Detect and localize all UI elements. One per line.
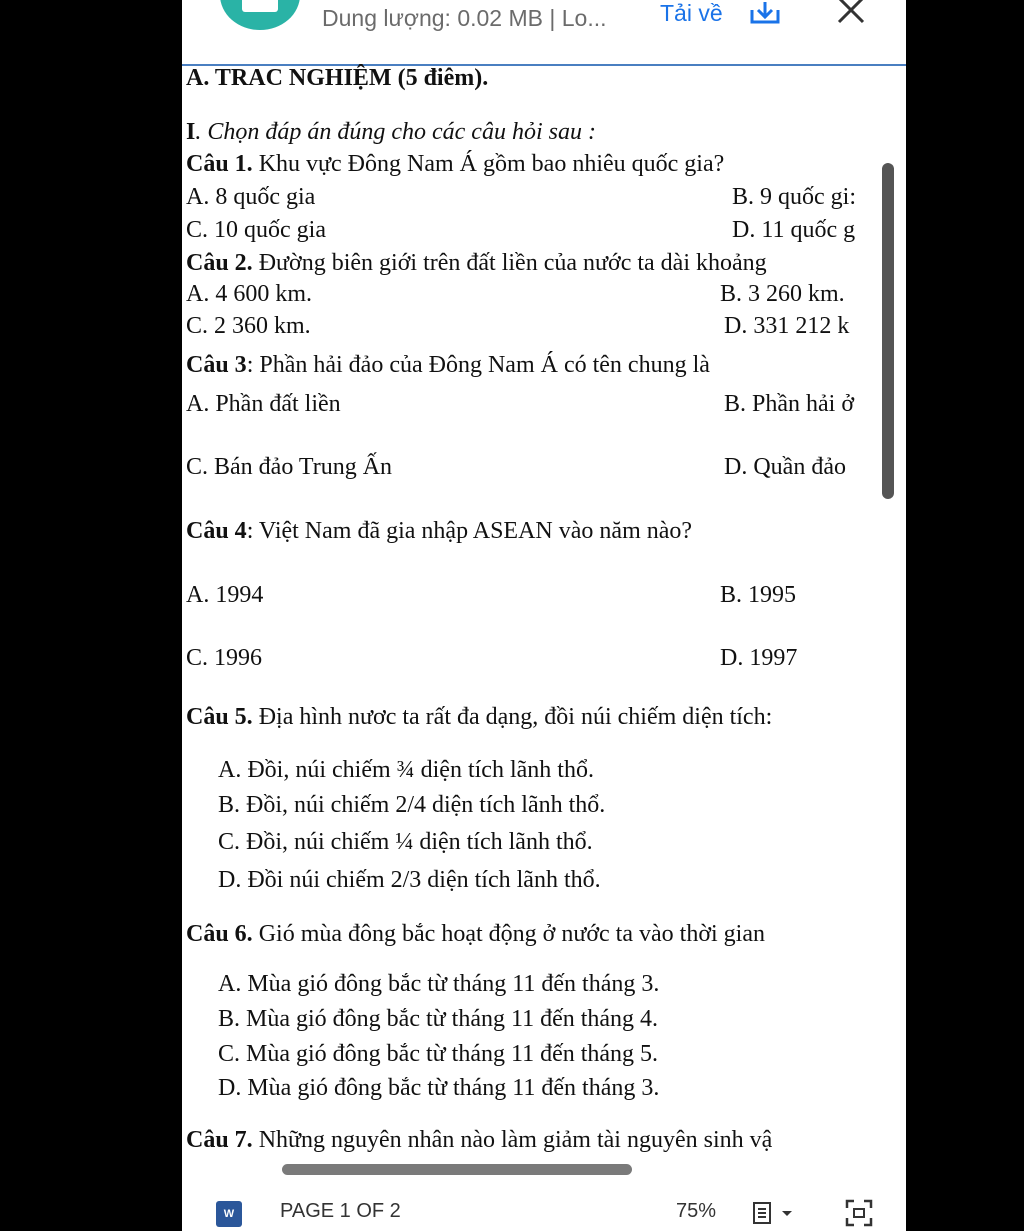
q2-option-c: C. 2 360 km. [186,313,311,339]
download-icon[interactable] [749,0,781,26]
q1-option-d: D. 11 quốc g [732,217,856,243]
q2-option-a: A. 4 600 km. [186,281,312,307]
download-button[interactable]: Tải về [660,0,723,26]
file-info: Dung lượng: 0.02 MB | Lo... [322,5,607,31]
viewer-header [182,0,906,66]
question-7: Câu 7. Những nguyên nhân nào làm giảm tài nguyên sinh vậ [186,1127,773,1153]
question-4: Câu 4: Việt Nam đã gia nhập ASEAN vào năm nào? [186,518,693,544]
q4-option-c: C. 1996 [186,645,263,671]
q2-option-b: B. 3 260 km. [720,281,845,307]
instruction: I. Chọn đáp án đúng cho các câu hỏi sau : [186,119,596,145]
q4-option-d: D. 1997 [720,645,798,671]
section-title: A. TRAC NGHIỆM (5 điêm). [186,65,489,91]
q6-option-c: C. Mùa gió đông bắc từ tháng 11 đến tháng 5. [218,1041,659,1067]
q3-option-d: D. Quần đảo [724,454,846,480]
q6-option-b: B. Mùa gió đông bắc từ tháng 11 đến tháng 4. [218,1006,659,1032]
question-6: Câu 6. Gió mùa đông bắc hoạt động ở nước ta vào thời gian [186,921,765,947]
document-page [182,64,906,1159]
zoom-level[interactable]: 75% [676,1200,717,1222]
q1-option-b: B. 9 quốc gi: [732,184,856,210]
page-indicator: PAGE 1 OF 2 [280,1200,401,1222]
q2-option-d: D. 331 212 k [724,313,850,339]
app-logo-icon [220,0,300,30]
document-viewer [182,0,906,1231]
q3-option-c: C. Bán đảo Trung Ấn [186,454,393,480]
q3-option-b: B. Phần hải ở [724,391,855,417]
question-3: Câu 3: Phần hải đảo của Đông Nam Á có tên chung là [186,352,710,378]
word-icon: W [216,1201,242,1227]
question-2: Câu 2. Đường biên giới trên đất liền của nước ta dài khoảng [186,250,767,276]
vertical-scrollbar[interactable] [882,163,894,499]
horizontal-scrollbar[interactable] [282,1164,632,1175]
question-1: Câu 1. Khu vực Đông Nam Á gồm bao nhiêu quốc gia? [186,151,725,177]
question-5: Câu 5. Địa hình nươc ta rất đa dạng, đồi núi chiếm diện tích: [186,704,773,730]
q6-option-a: A. Mùa gió đông bắc từ tháng 11 đến tháng 3. [218,971,660,997]
q3-option-a: A. Phần đất liền [186,391,341,417]
q5-option-a: A. Đồi, núi chiếm ¾ diện tích lãnh thổ. [218,757,594,783]
q6-option-d: D. Mùa gió đông bắc từ tháng 11 đến tháng 3. [218,1075,660,1101]
q1-option-c: C. 10 quốc gia [186,217,326,243]
close-icon[interactable] [833,0,869,28]
q5-option-c: C. Đồi, núi chiếm ¼ diện tích lãnh thổ. [218,829,593,855]
q4-option-b: B. 1995 [720,582,797,608]
q4-option-a: A. 1994 [186,582,264,608]
status-bar [182,1183,906,1231]
fit-screen-icon[interactable] [844,1198,874,1228]
q5-option-b: B. Đồi, núi chiếm 2/4 diện tích lãnh thổ. [218,792,606,818]
q5-option-d: D. Đồi núi chiếm 2/3 diện tích lãnh thổ. [218,867,601,893]
q1-option-a: A. 8 quốc gia [186,184,316,210]
page-layout-icon[interactable] [752,1200,798,1226]
